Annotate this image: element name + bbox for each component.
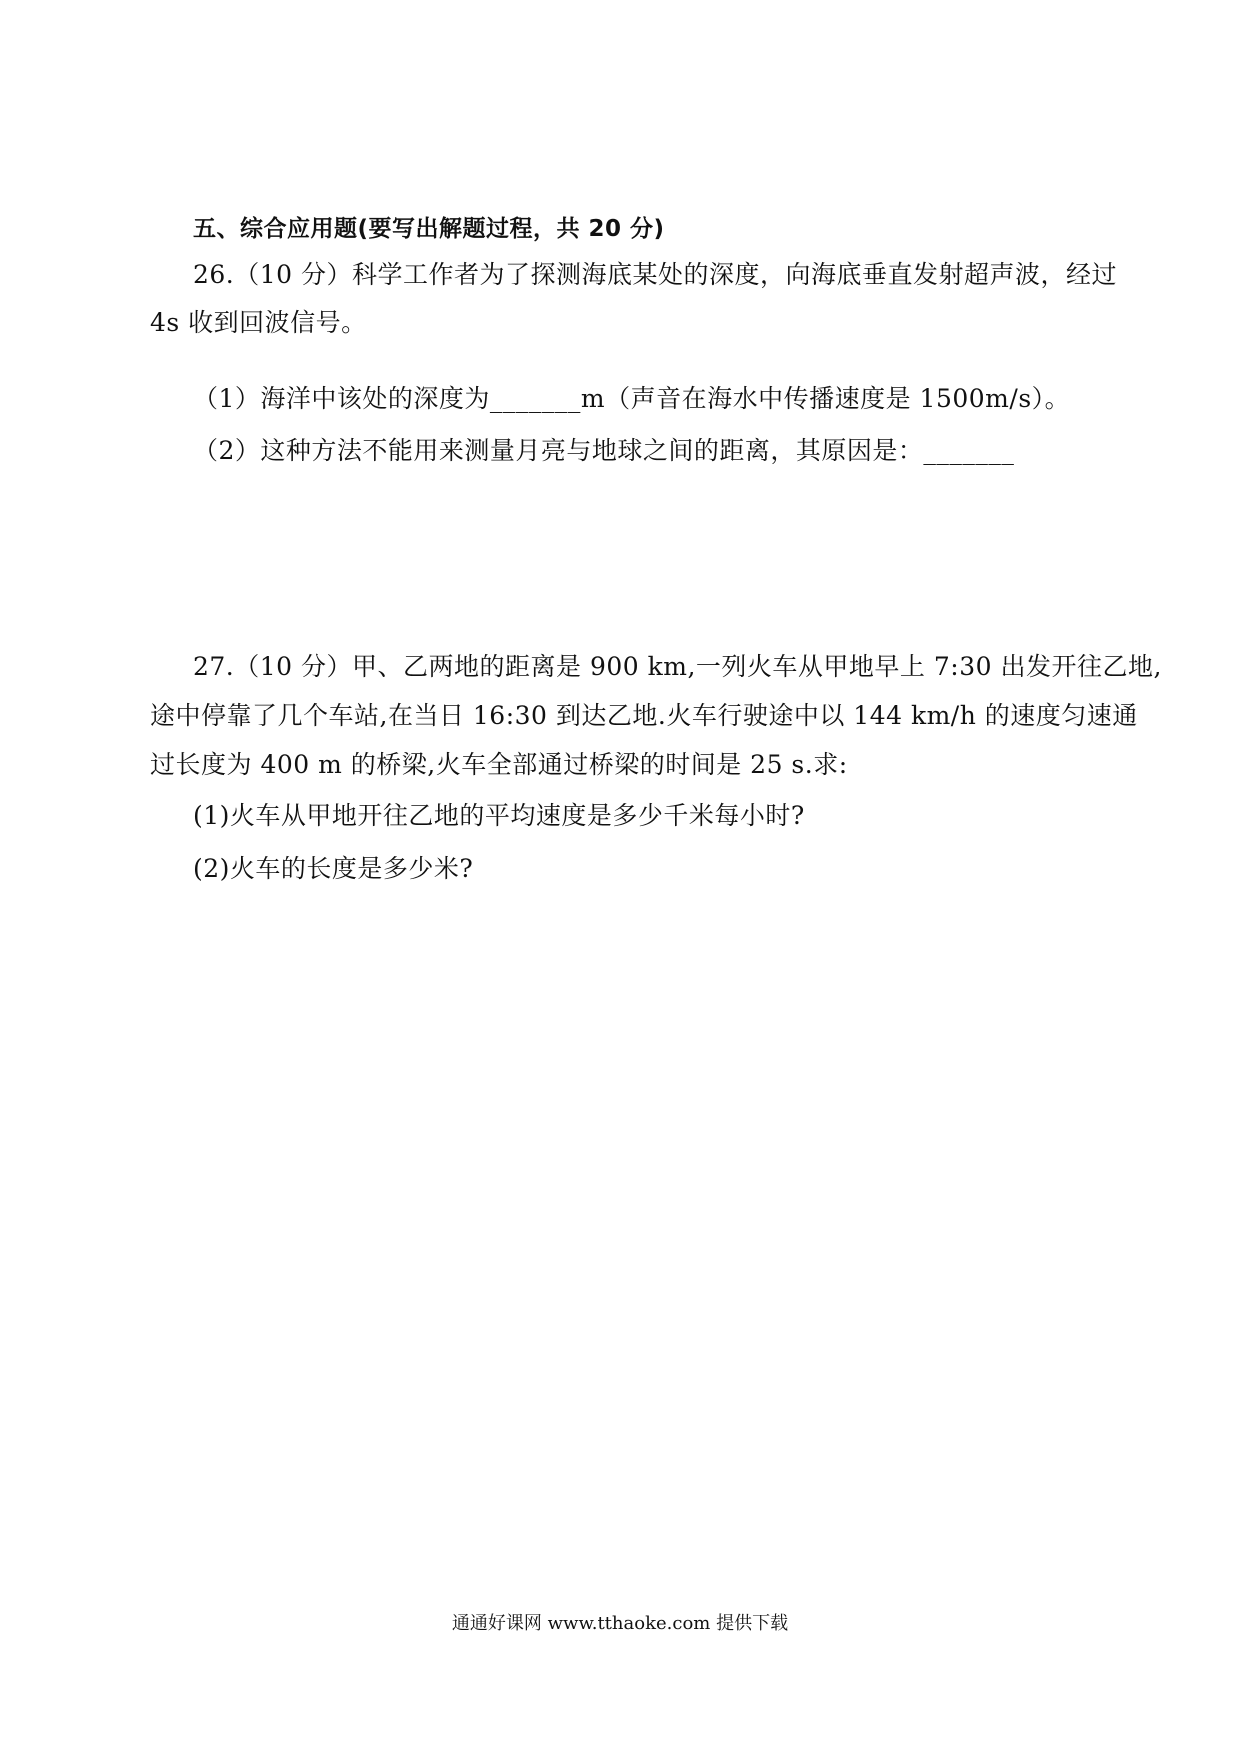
- q27-part-2: (2)火车的长度是多少米?: [193, 854, 474, 883]
- q26-part-1: （1）海洋中该处的深度为_______m（声音在海水中传播速度是 1500m/s）。: [193, 384, 1071, 413]
- q27-line-2: 途中停靠了几个车站,在当日 16:30 到达乙地.火车行驶途中以 144 km/h 的速度匀速通: [150, 701, 1138, 730]
- q27-line-1: 27.（10 分）甲、乙两地的距离是 900 km,一列火车从甲地早上 7:30 出发开往乙地,: [193, 652, 1162, 681]
- q27-part-1: (1)火车从甲地开往乙地的平均速度是多少千米每小时?: [193, 801, 805, 830]
- q26-line-2: 4s 收到回波信号。: [150, 308, 367, 337]
- q26-line-1: 26.（10 分）科学工作者为了探测海底某处的深度，向海底垂直发射超声波，经过: [193, 260, 1118, 289]
- q27-line-3: 过长度为 400 m 的桥梁,火车全部通过桥梁的时间是 25 s.求:: [150, 750, 848, 779]
- q26-part-2: （2）这种方法不能用来测量月亮与地球之间的距离，其原因是：_______: [193, 436, 1015, 465]
- section-heading: 五、综合应用题(要写出解题过程，共 20 分): [193, 216, 665, 242]
- page-footer: 通通好课网 www.tthaoke.com 提供下载: [451, 1613, 789, 1634]
